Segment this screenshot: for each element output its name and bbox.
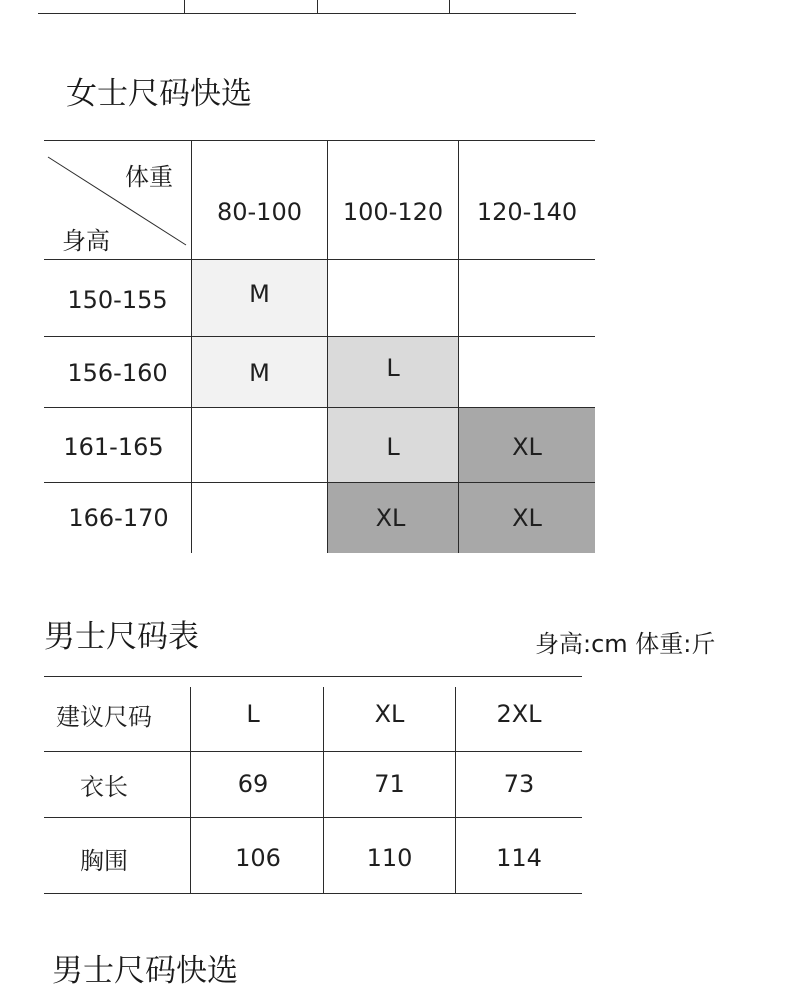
men-cell: 114 bbox=[496, 844, 542, 872]
size-cell bbox=[459, 336, 595, 400]
size-cell: M bbox=[249, 280, 270, 308]
men-row-label: 衣长 bbox=[80, 772, 128, 801]
height-label: 150-155 bbox=[67, 286, 168, 314]
women-quick-title: 女士尺码快选 bbox=[66, 76, 252, 112]
men-cell: 106 bbox=[235, 844, 281, 872]
height-label: 156-160 bbox=[67, 359, 168, 387]
size-cell: XL bbox=[512, 433, 542, 461]
men-row-label: 胸围 bbox=[80, 846, 128, 875]
men-header-cell: 2XL bbox=[496, 700, 542, 728]
men-cell: 69 bbox=[237, 770, 269, 798]
corner-height-label: 身高 bbox=[62, 227, 110, 255]
size-cell bbox=[192, 486, 327, 550]
size-cell: XL bbox=[512, 504, 542, 532]
height-label: 166-170 bbox=[68, 504, 169, 532]
weight-header: 100-120 bbox=[342, 198, 444, 226]
size-cell bbox=[328, 262, 458, 326]
men-quick-title: 男士尺码快选 bbox=[52, 953, 238, 989]
weight-header: 80-100 bbox=[216, 198, 302, 226]
men-cell: 71 bbox=[374, 770, 405, 798]
men-cell: 110 bbox=[366, 844, 413, 872]
size-cell: XL bbox=[375, 504, 406, 532]
men-cell: 73 bbox=[503, 770, 535, 798]
men-table-title: 男士尺码表 bbox=[44, 619, 199, 655]
corner-weight-label: 体重 bbox=[125, 163, 173, 191]
men-header-cell: XL bbox=[374, 700, 405, 728]
size-cell: L bbox=[386, 354, 400, 382]
size-cell bbox=[192, 415, 327, 479]
size-cell bbox=[459, 262, 595, 326]
size-cell: M bbox=[249, 359, 270, 387]
unit-note: 身高:cm 体重:斤 bbox=[535, 630, 716, 658]
height-label: 161-165 bbox=[63, 433, 164, 461]
size-cell: L bbox=[386, 433, 400, 461]
men-header-cell: 建议尺码 bbox=[56, 702, 152, 731]
men-header-cell: L bbox=[246, 700, 260, 728]
weight-header: 120-140 bbox=[476, 198, 578, 226]
